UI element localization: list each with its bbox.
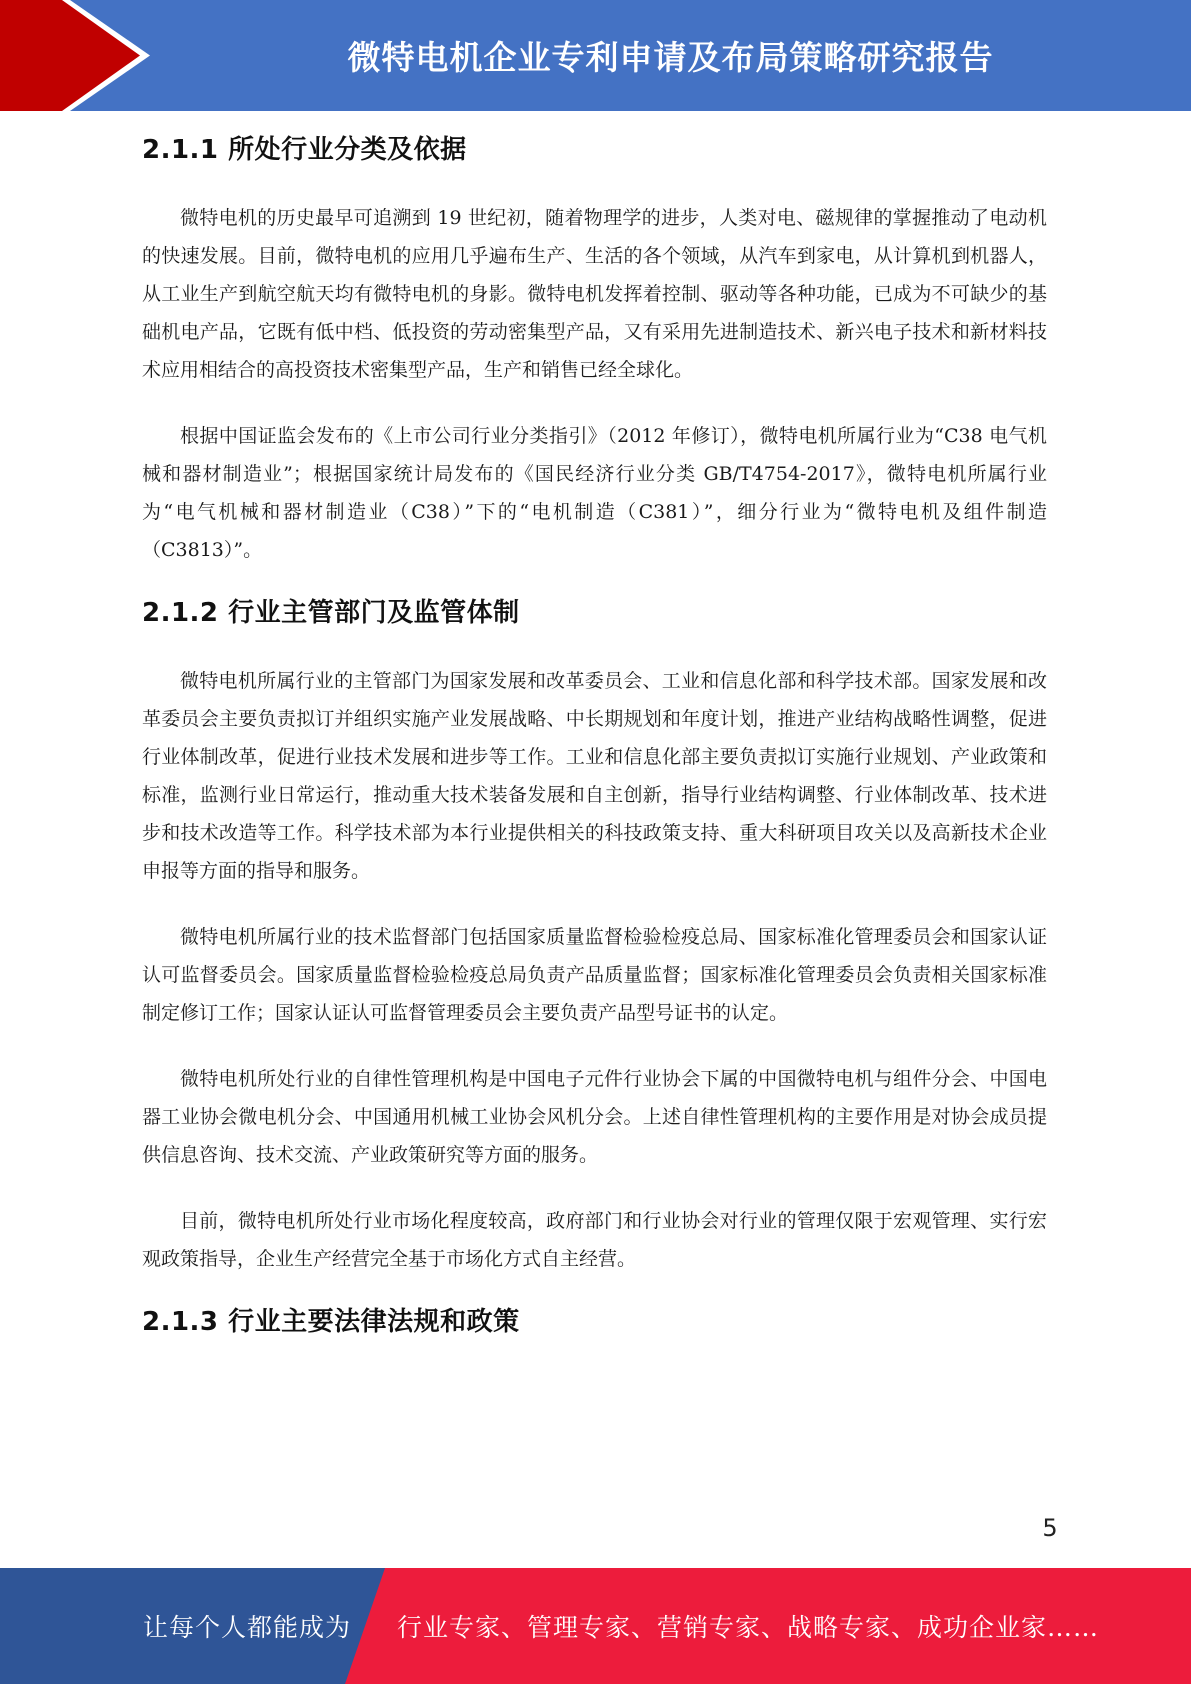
paragraph: 微特电机所属行业的技术监督部门包括国家质量监督检验检疫总局、国家标准化管理委员会和国家认证认可监督委员会。国家质量监督检验检疫总局负责产品质量监督；国家标准化管理委员会负责相关国家标准制定修订工作；国家认证认可监督管理委员会主要负责产品型号证书的认定。 [142,926,1047,1024]
page-footer-band [0,1568,1191,1684]
section-heading-2-1-2: 2.1.2 行业主管部门及监管体制 [142,598,520,628]
footer-slogan-left: 让每个人都能成为 [143,1613,352,1642]
page-header-band [0,0,1191,111]
paragraph: 目前，微特电机所处行业市场化程度较高，政府部门和行业协会对行业的管理仅限于宏观管理、实行宏观政策指导，企业生产经营完全基于市场化方式自主经营。 [142,1210,1047,1270]
footer-slogan-right: 行业专家、管理专家、营销专家、战略专家、成功企业家…… [397,1613,1100,1642]
section-heading-2-1-1: 2.1.1 所处行业分类及依据 [142,135,467,165]
paragraph: 根据中国证监会发布的《上市公司行业分类指引》（2012 年修订），微特电机所属行业为“C38 电气机械和器材制造业”；根据国家统计局发布的《国民经济行业分类 GB/T4754-2017》，微特电机所属行业为“电气机械和器材制造业（C38）”下的“电机制造（C381）”，细分行业为“微特电机及组件制造（C3813）”。 [142,425,1047,561]
paragraph: 微特电机所属行业的主管部门为国家发展和改革委员会、工业和信息化部和科学技术部。国家发展和改革委员会主要负责拟订并组织实施产业发展战略、中长期规划和年度计划，推进产业结构战略性调整，促进行业体制改革，促进行业技术发展和进步等工作。工业和信息化部主要负责拟订实施行业规划、产业政策和标准，监测行业日常运行，推动重大技术装备发展和自主创新，指导行业结构调整、行业体制改革、技术进步和技术改造等工作。科学技术部为本行业提供相关的科技政策支持、重大科研项目攻关以及高新技术企业申报等方面的指导和服务。 [142,670,1047,882]
paragraph: 微特电机的历史最早可追溯到 19 世纪初，随着物理学的进步，人类对电、磁规律的掌握推动了电动机的快速发展。目前，微特电机的应用几乎遍布生产、生活的各个领域，从汽车到家电，从计算机到机器人，从工业生产到航空航天均有微特电机的身影。微特电机发挥着控制、驱动等各种功能，已成为不可缺少的基础机电产品，它既有低中档、低投资的劳动密集型产品，又有采用先进制造技术、新兴电子技术和新材料技术应用相结合的高投资技术密集型产品，生产和销售已经全球化。 [142,207,1047,381]
main-content [142,111,1047,1339]
page-number: 5 [1042,1514,1058,1542]
section-heading-2-1-3: 2.1.3 行业主要法律法规和政策 [142,1307,520,1337]
report-title: 微特电机企业专利申请及布局策略研究报告 [347,38,994,77]
paragraph: 微特电机所处行业的自律性管理机构是中国电子元件行业协会下属的中国微特电机与组件分会、中国电器工业协会微电机分会、中国通用机械工业协会风机分会。上述自律性管理机构的主要作用是对协会成员提供信息咨询、技术交流、产业政策研究等方面的服务。 [142,1068,1047,1166]
chevron-arrow-icon [0,0,160,111]
